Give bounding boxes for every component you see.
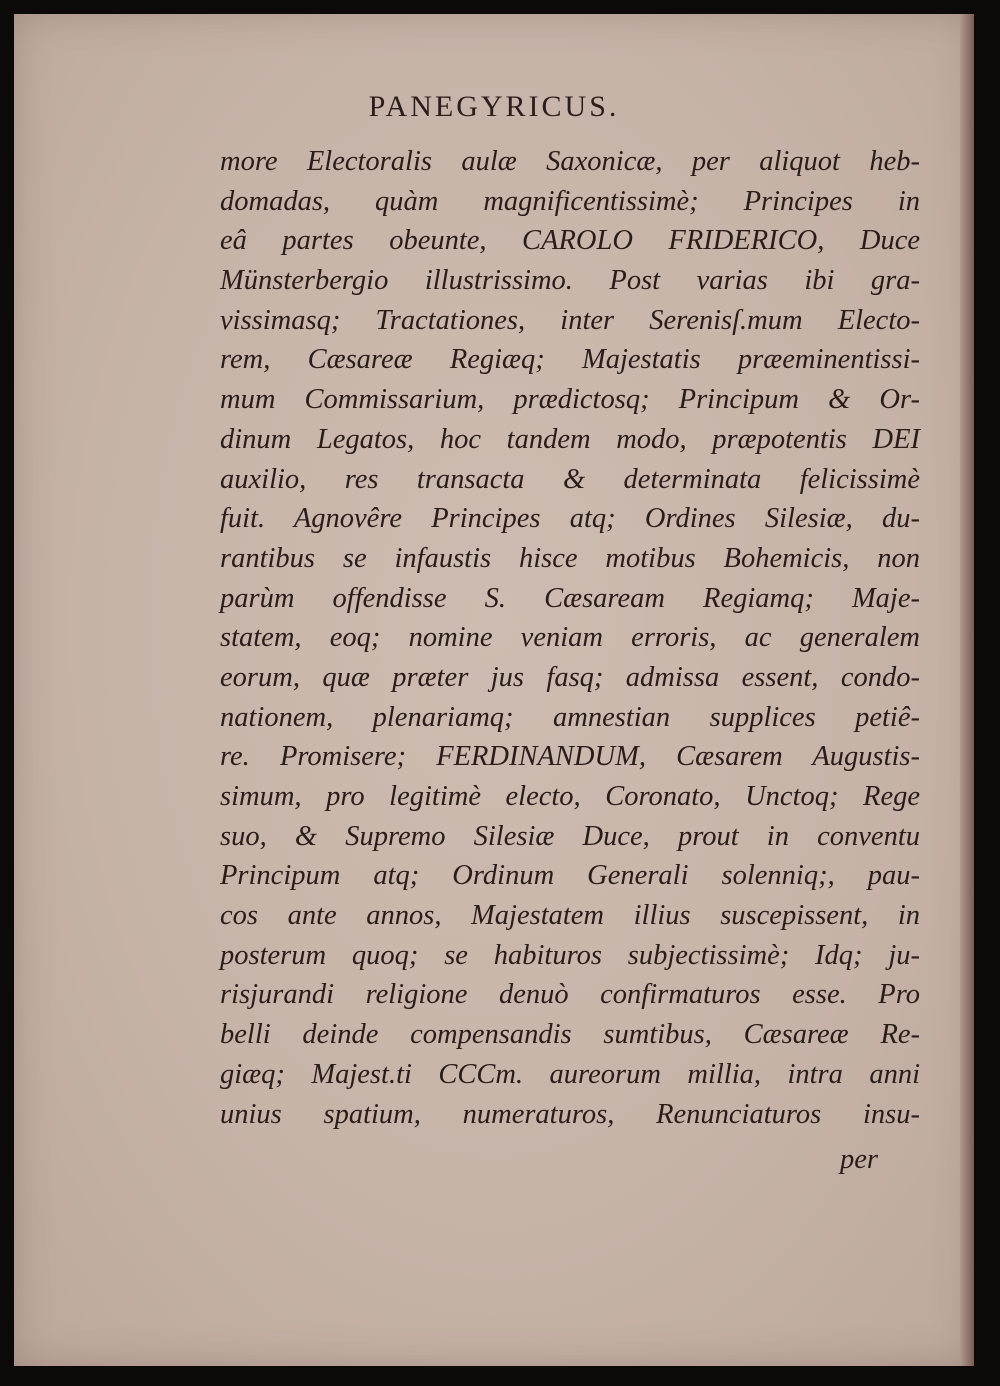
text-line: simum, pro legitimè electo, Coronato, Unctoq; Rege — [220, 781, 920, 812]
text-line: eâ partes obeunte, CAROLO FRIDERICO, Duce — [220, 225, 920, 257]
text-line: dinum Legatos, hoc tandem modo, præpotentis DEI — [220, 423, 920, 455]
text-line: statem, eoq; nomine veniam erroris, ac generalem — [220, 622, 920, 654]
text-line: vissimasq; Tractationes, inter Serenisſ.mum Electo- — [220, 304, 920, 336]
text-line: more Electoralis aulæ Saxonicæ, per aliquot heb- — [220, 146, 920, 177]
text-line: mum Commissarium, prædictosq; Principum & Or- — [220, 384, 920, 416]
text-line: Principum atq; Ordinum Generali solenniq;, pau- — [220, 860, 920, 892]
text-line: parùm offendisse S. Cæsaream Regiamq; Maje- — [220, 582, 920, 614]
text-line: rem, Cæsareæ Regiæq; Majestatis præeminentissi- — [220, 344, 920, 376]
text-line: re. Promisere; FERDINANDUM, Cæsarem Augustis- — [220, 741, 920, 773]
catchword: per — [840, 1144, 878, 1175]
text-line: belli deinde compensandis sumtibus, Cæsareæ Re- — [220, 1019, 920, 1051]
text-line: Münsterbergio illustrissimo. Post varias ibi gra- — [220, 265, 920, 297]
book-page — [14, 14, 974, 1366]
text-line: nationem, plenariamq; amnestian supplices petiê- — [220, 701, 920, 733]
text-block — [220, 142, 920, 1134]
running-head: PANEGYRICUS. — [368, 90, 620, 123]
text-line: rantibus se infaustis hisce motibus Bohemicis, non — [220, 542, 920, 574]
text-line: domadas, quàm magnificentissimè; Principes in — [220, 185, 920, 217]
text-line: risjurandi religione denuò confirmaturos esse. Pro — [220, 979, 920, 1011]
text-line: fuit. Agnovêre Principes atq; Ordines Silesiæ, du- — [220, 503, 920, 535]
page-edge-shadow — [960, 14, 974, 1366]
text-line: giæq; Majest.ti CCCm. aureorum millia, intra anni — [220, 1058, 920, 1090]
text-line: cos ante annos, Majestatem illius suscepissent, in — [220, 900, 920, 932]
text-line: auxilio, res transacta & determinata felicissimè — [220, 463, 920, 495]
text-line: posterum quoq; se habituros subjectissimè; Idq; ju- — [220, 939, 920, 971]
text-line: eorum, quæ præter jus fasq; admissa essent, condo- — [220, 661, 920, 693]
text-line: unius spatium, numeraturos, Renunciaturos insu- — [220, 1098, 920, 1130]
text-line: suo, & Supremo Silesiæ Duce, prout in conventu — [220, 820, 920, 852]
